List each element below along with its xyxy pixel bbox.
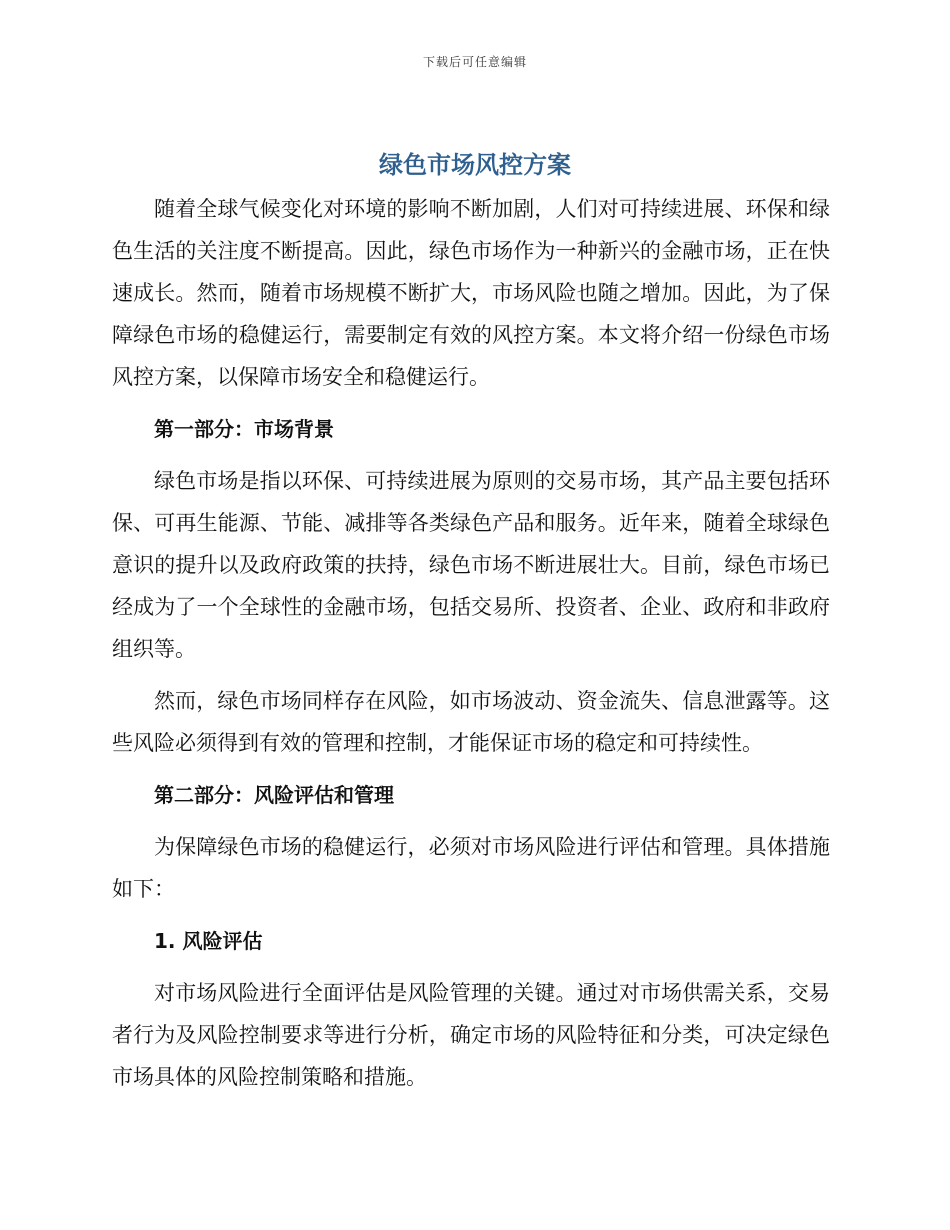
section-1-heading: 第一部分：市场背景	[154, 417, 334, 441]
section-2-paragraph-1: 为保障绿色市场的稳健运行，必须对市场风险进行评估和管理。具体措施如下：	[112, 835, 830, 901]
section-1-paragraph-1: 绿色市场是指以环保、可持续进展为原则的交易市场，其产品主要包括环保、可再生能源、节能、减排等各类绿色产品和服务。近年来，随着全球绿色意识的提升以及政府政策的扶持，绿色市场不断进展壮大。目前，绿色市场已经成为了一个全球性的金融市场，包括交易所、投资者、企业、政府和非政府组织等。	[112, 469, 830, 661]
subsection-1-heading: 1. 风险评估	[154, 929, 263, 953]
document-title: 绿色市场风控方案	[379, 151, 571, 179]
section-1-paragraph-2: 然而，绿色市场同样存在风险，如市场波动、资金流失、信息泄露等。这些风险必须得到有效的管理和控制，才能保证市场的稳定和可持续性。	[112, 689, 830, 755]
section-2-heading: 第二部分：风险评估和管理	[154, 783, 394, 807]
intro-paragraph: 随着全球气候变化对环境的影响不断加剧，人们对可持续进展、环保和绿色生活的关注度不断提高。因此，绿色市场作为一种新兴的金融市场，正在快速成长。然而，随着市场规模不断扩大，市场风险也随之增加。因此，为了保障绿色市场的稳健运行，需要制定有效的风控方案。本文将介绍一份绿色市场风控方案，以保障市场安全和稳健运行。	[112, 197, 830, 389]
document-body	[112, 188, 830, 1098]
subsection-1-paragraph: 对市场风险进行全面评估是风险管理的关键。通过对市场供需关系，交易者行为及风险控制要求等进行分析，确定市场的风险特征和分类，可决定绿色市场具体的风险控制策略和措施。	[112, 981, 830, 1089]
header-note: 下载后可任意编辑	[422, 55, 527, 69]
